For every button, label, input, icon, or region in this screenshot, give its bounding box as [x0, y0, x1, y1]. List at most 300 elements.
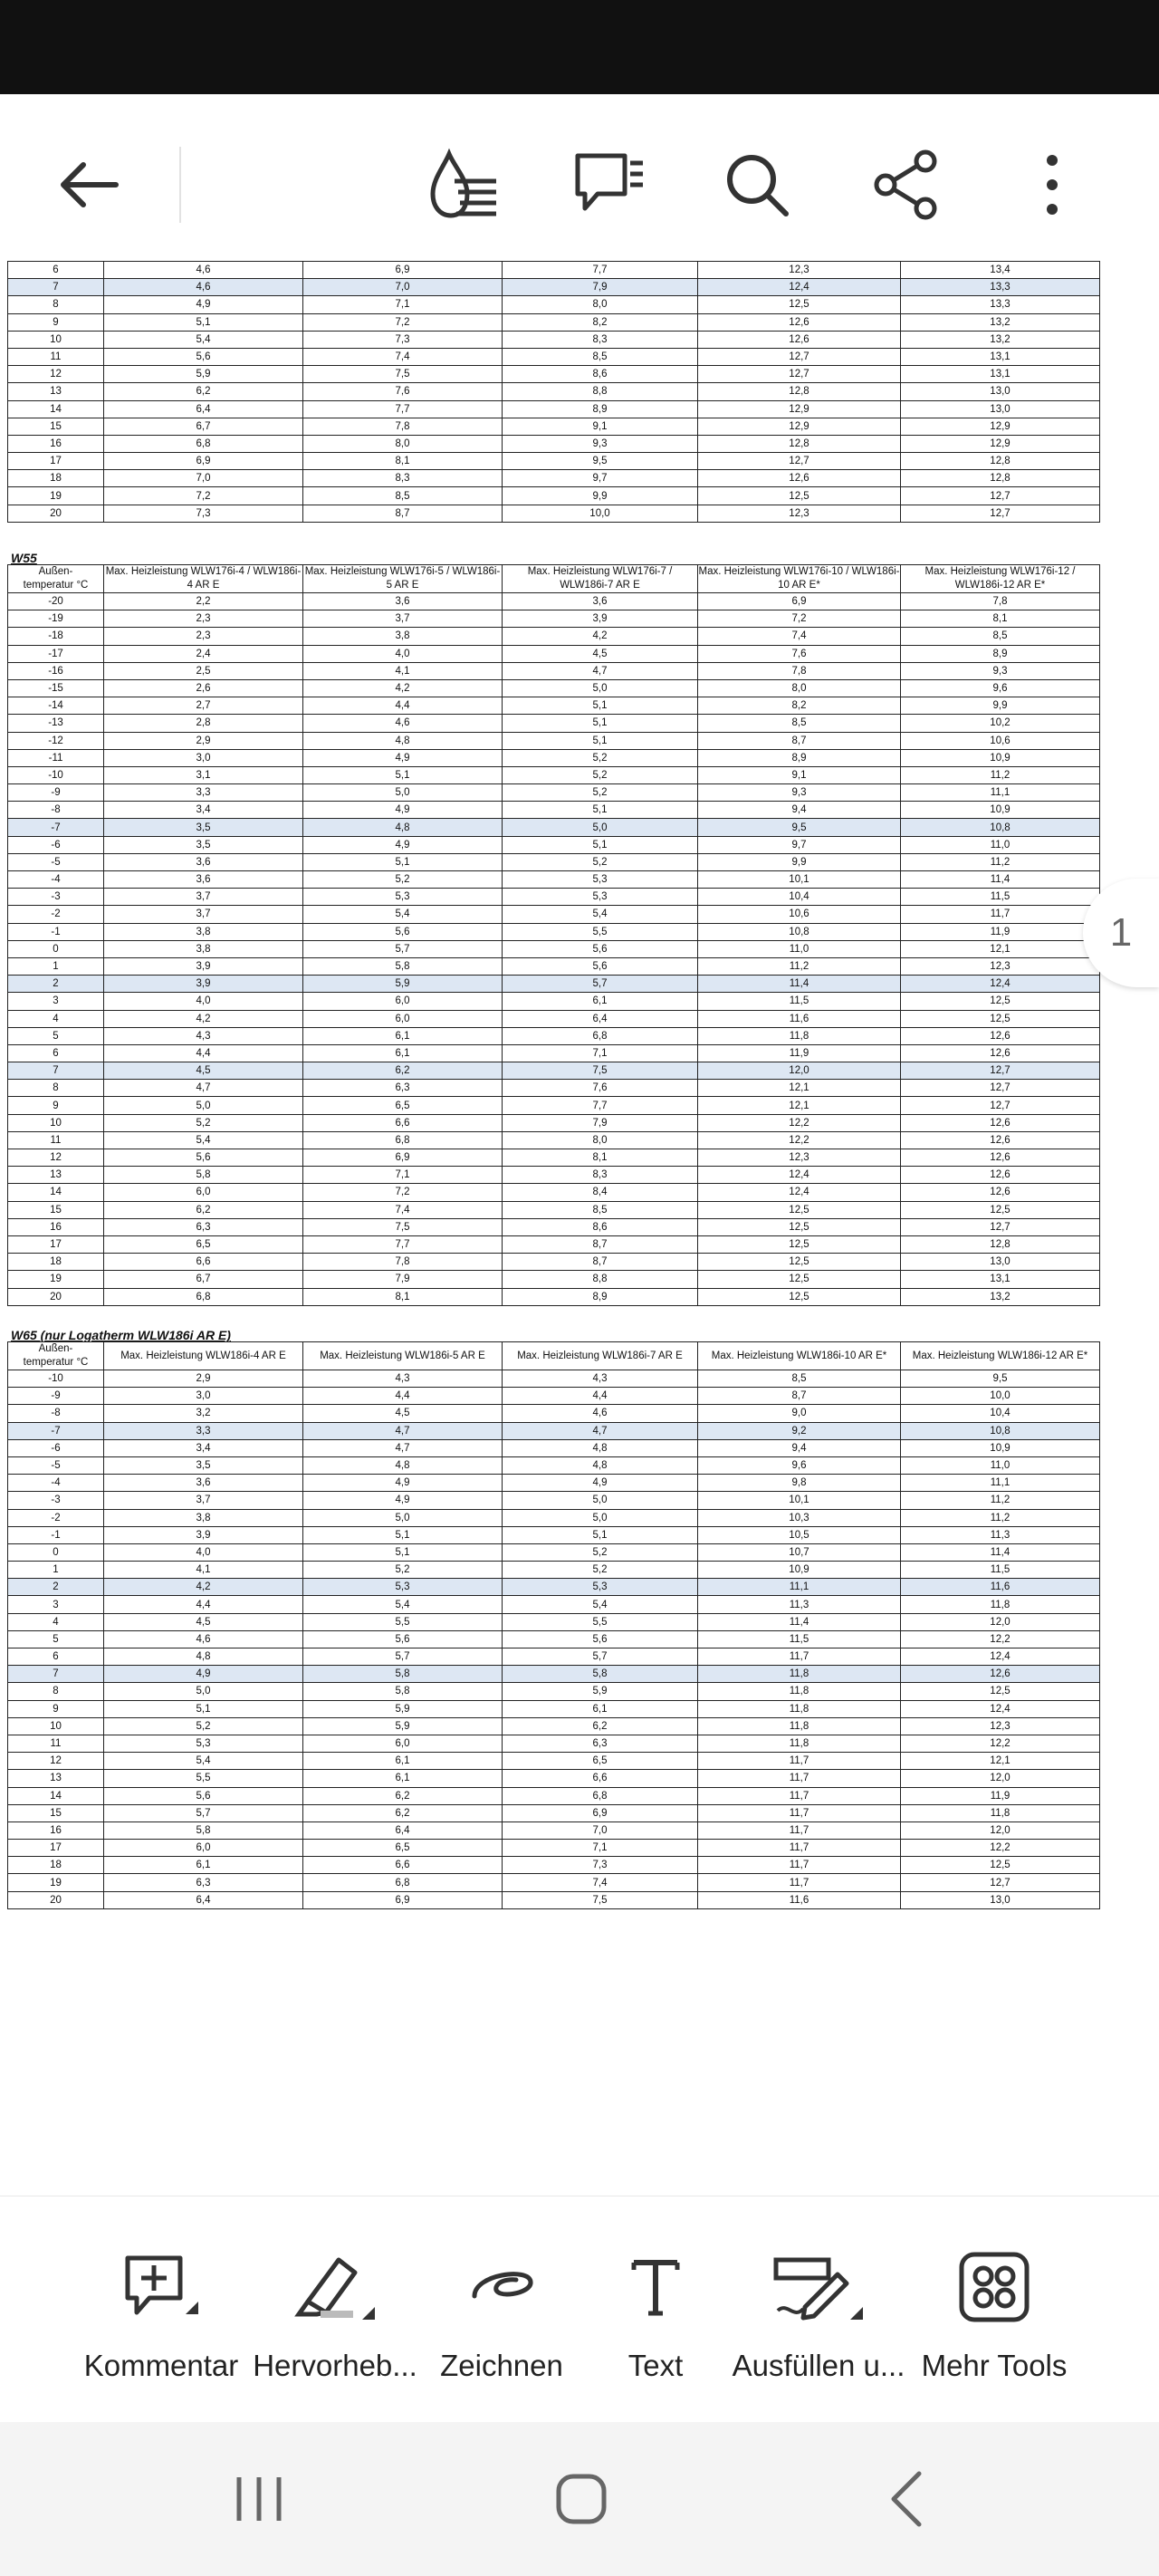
tool-text[interactable] — [565, 2251, 746, 2405]
table-cell: 9,8 — [698, 1475, 901, 1492]
table-cell: 4,8 — [503, 1456, 698, 1474]
table-cell: 11,0 — [698, 940, 901, 957]
table-cell: 12,4 — [901, 1648, 1100, 1666]
table-row — [8, 1235, 1100, 1253]
table-cell: 5,3 — [503, 889, 698, 906]
heating-table-top — [7, 261, 1100, 523]
table-cell: 16 — [8, 435, 104, 452]
table-cell: 6,0 — [303, 1010, 503, 1027]
table-cell: 6,2 — [104, 383, 303, 400]
table-cell: -18 — [8, 628, 104, 645]
status-bar — [0, 0, 1159, 94]
table-cell: 5,3 — [303, 889, 503, 906]
table-cell: 8,3 — [503, 331, 698, 348]
table-cell: 8,7 — [698, 1388, 901, 1405]
table-cell: 9,6 — [698, 1456, 901, 1474]
table-cell: 4,6 — [104, 1630, 303, 1648]
text-icon — [565, 2251, 746, 2323]
table-cell: 4,5 — [303, 1405, 503, 1422]
table-cell: 4,3 — [104, 1027, 303, 1044]
table-cell: 5,0 — [503, 1509, 698, 1526]
table-row — [8, 1114, 1100, 1131]
table-cell: 10,1 — [698, 871, 901, 889]
table-cell: 2,5 — [104, 662, 303, 679]
table-cell: 7,7 — [503, 262, 698, 279]
table-cell: 11,1 — [901, 784, 1100, 802]
table-cell: 17 — [8, 1840, 104, 1857]
table-cell: -3 — [8, 1492, 104, 1509]
table-cell: 10,9 — [698, 1562, 901, 1579]
table-row — [8, 1218, 1100, 1235]
table-cell: 13,2 — [901, 313, 1100, 331]
table-row — [8, 400, 1100, 418]
table-cell: 3,0 — [104, 1388, 303, 1405]
table-cell: 5,2 — [503, 766, 698, 783]
table-cell: 4,6 — [303, 715, 503, 732]
table-cell: 12,3 — [698, 262, 901, 279]
table-cell: 8,1 — [303, 453, 503, 470]
table-row — [8, 1288, 1100, 1305]
back-arrow-icon[interactable] — [43, 139, 134, 230]
table-cell: 15 — [8, 418, 104, 435]
table-row — [8, 348, 1100, 365]
pdf-document-view[interactable] — [0, 264, 1159, 2196]
table-cell: 11,7 — [901, 906, 1100, 923]
table-cell: 4,0 — [303, 645, 503, 662]
table-cell: 12,5 — [698, 1218, 901, 1235]
table-cell: 4,0 — [104, 993, 303, 1010]
table-cell: 5,9 — [104, 366, 303, 383]
table-cell: 11,3 — [901, 1526, 1100, 1543]
table-cell: 10,5 — [698, 1526, 901, 1543]
table-cell: 13,1 — [901, 366, 1100, 383]
table-cell: 6,4 — [503, 1010, 698, 1027]
table-cell: 8,5 — [503, 348, 698, 365]
table-header-row — [8, 1342, 1100, 1370]
table-cell: 3,0 — [104, 749, 303, 766]
table-cell: 5,4 — [104, 1131, 303, 1149]
app-bar — [0, 94, 1159, 273]
table-cell: 2,4 — [104, 645, 303, 662]
table-cell: 16 — [8, 1821, 104, 1839]
table-cell: 5,7 — [503, 1648, 698, 1666]
table-row — [8, 662, 1100, 679]
table-cell: 8,0 — [303, 435, 503, 452]
table-cell: 11,3 — [698, 1596, 901, 1613]
table-cell: 10,9 — [901, 749, 1100, 766]
table-cell: 4,4 — [104, 1596, 303, 1613]
table-cell: 12,5 — [698, 1235, 901, 1253]
table-cell: 11,5 — [901, 889, 1100, 906]
table-cell: 5,9 — [303, 1700, 503, 1717]
table-cell: 5,6 — [104, 1787, 303, 1804]
table-cell: 7,1 — [303, 296, 503, 313]
table-cell: 11,8 — [698, 1666, 901, 1683]
table-cell: 14 — [8, 400, 104, 418]
table-row — [8, 802, 1100, 819]
table-cell: 5,9 — [503, 1683, 698, 1700]
reading-mode-icon[interactable] — [418, 139, 509, 230]
table-cell: 12,4 — [698, 1167, 901, 1184]
table-cell: 9,4 — [698, 802, 901, 819]
table-cell: 6,6 — [303, 1857, 503, 1874]
table-cell: 12,7 — [698, 453, 901, 470]
table-cell: 11,0 — [901, 1456, 1100, 1474]
table-cell: 5,8 — [303, 1683, 503, 1700]
table-cell: 5,2 — [303, 871, 503, 889]
table-cell: 6 — [8, 262, 104, 279]
page-number-indicator[interactable]: 1 — [1083, 879, 1159, 987]
table-row — [8, 1787, 1100, 1804]
table-cell: 5,6 — [503, 1630, 698, 1648]
share-icon[interactable] — [860, 139, 951, 230]
tool-hervorheben[interactable] — [244, 2251, 426, 2405]
table-cell: 12,8 — [901, 1235, 1100, 1253]
table-cell: 9,3 — [503, 435, 698, 452]
table-cell: 7,5 — [503, 1891, 698, 1908]
more-options-icon[interactable] — [1007, 139, 1097, 230]
table-cell: 11,8 — [901, 1804, 1100, 1821]
table-cell: 6,2 — [503, 1717, 698, 1735]
column-header: Max. Heizleistung WLW176i-4 / WLW186i-4 AR E — [104, 565, 303, 593]
table-cell: 7,4 — [303, 348, 503, 365]
comment-list-icon[interactable] — [563, 139, 654, 230]
table-cell: 18 — [8, 1254, 104, 1271]
table-row — [8, 505, 1100, 522]
table-cell: 12,7 — [901, 487, 1100, 505]
table-cell: 5,4 — [104, 331, 303, 348]
column-header: Außen- temperatur °C — [8, 1342, 104, 1370]
table-cell: 10,1 — [698, 1492, 901, 1509]
table-cell: 5,0 — [104, 1097, 303, 1114]
table-cell: 11,7 — [698, 1874, 901, 1891]
table-cell: 12,9 — [901, 435, 1100, 452]
table-row — [8, 1080, 1100, 1097]
table-cell: 8,9 — [901, 645, 1100, 662]
table-cell: 6,6 — [503, 1770, 698, 1787]
table-cell: 2,2 — [104, 593, 303, 610]
table-cell: 9,5 — [698, 819, 901, 836]
table-cell: 13,1 — [901, 348, 1100, 365]
table-cell: 16 — [8, 1218, 104, 1235]
table-cell: 3,9 — [104, 976, 303, 993]
table-cell: 9,7 — [503, 470, 698, 487]
table-cell: 5,3 — [104, 1735, 303, 1752]
tool-label: Zeichnen — [440, 2349, 563, 2382]
table-cell: 5,2 — [303, 1562, 503, 1579]
table-cell: 2,3 — [104, 610, 303, 628]
fill-sign-icon — [728, 2251, 909, 2323]
table-cell: 2,8 — [104, 715, 303, 732]
app-bar-divider — [179, 147, 181, 223]
table-cell: 4,9 — [303, 1492, 503, 1509]
table-cell: 13,2 — [901, 1288, 1100, 1305]
table-cell: 6,9 — [303, 262, 503, 279]
table-cell: 10,8 — [901, 819, 1100, 836]
table-cell: 2,9 — [104, 1370, 303, 1388]
table-cell: 12,7 — [901, 1874, 1100, 1891]
table-row — [8, 1405, 1100, 1422]
table-cell: 12,5 — [698, 1288, 901, 1305]
highlighter-icon — [244, 2251, 426, 2323]
table-cell: 11,2 — [698, 957, 901, 975]
table-cell: 10,8 — [698, 923, 901, 940]
table-cell: 7,2 — [104, 487, 303, 505]
column-header: Max. Heizleistung WLW176i-7 / WLW186i-7 AR E — [503, 565, 698, 593]
table-cell: -4 — [8, 1475, 104, 1492]
table-cell: 2,9 — [104, 732, 303, 749]
table-cell: 12,6 — [901, 1167, 1100, 1184]
table-cell: 4,9 — [303, 749, 503, 766]
table-cell: 12,2 — [901, 1840, 1100, 1857]
table-cell: 6,0 — [104, 1840, 303, 1857]
table-cell: 3,8 — [104, 1509, 303, 1526]
table-cell: 12,5 — [901, 1683, 1100, 1700]
table-cell: 7,5 — [303, 366, 503, 383]
table-cell: 8,8 — [503, 1271, 698, 1288]
table-cell: 7,5 — [303, 1218, 503, 1235]
table-cell: 5,0 — [503, 1492, 698, 1509]
table-cell: -19 — [8, 610, 104, 628]
table-cell: 19 — [8, 1271, 104, 1288]
table-cell: 6,6 — [104, 1254, 303, 1271]
table-cell: 4,6 — [104, 262, 303, 279]
table-cell: 5,8 — [104, 1167, 303, 1184]
table-cell: 0 — [8, 940, 104, 957]
table-row — [8, 453, 1100, 470]
table-cell: 3,8 — [104, 923, 303, 940]
table-cell: 5,9 — [303, 976, 503, 993]
table-cell: 6,1 — [503, 1700, 698, 1717]
table-cell: 7,0 — [303, 279, 503, 296]
table-cell: 5,2 — [503, 1543, 698, 1561]
table-cell: 11,9 — [698, 1044, 901, 1062]
w65-title: W65 (nur Logatherm WLW186i AR E) — [11, 1328, 231, 1342]
heating-table-w55 — [7, 564, 1100, 1306]
table-cell: 8,8 — [503, 383, 698, 400]
table-cell: 12,4 — [698, 279, 901, 296]
table-row — [8, 1509, 1100, 1526]
table-cell: 6,1 — [503, 993, 698, 1010]
tool-kommentar[interactable] — [71, 2251, 252, 2405]
table-cell: 4,1 — [303, 662, 503, 679]
table-cell: 7,1 — [503, 1840, 698, 1857]
table-cell: 12,6 — [901, 1666, 1100, 1683]
table-cell: 9,3 — [698, 784, 901, 802]
table-row — [8, 1167, 1100, 1184]
table-cell: 8,6 — [503, 366, 698, 383]
table-cell: 6,8 — [104, 1288, 303, 1305]
table-cell: 2,3 — [104, 628, 303, 645]
table-row — [8, 715, 1100, 732]
table-cell: 7,9 — [303, 1271, 503, 1288]
table-cell: 6 — [8, 1648, 104, 1666]
table-cell: 15 — [8, 1201, 104, 1218]
table-cell: 12,3 — [901, 1717, 1100, 1735]
table-cell: 11,4 — [698, 976, 901, 993]
w55-title: W55 — [11, 551, 37, 565]
table-cell: 12,1 — [901, 1753, 1100, 1770]
table-cell: 8,5 — [303, 487, 503, 505]
table-cell: 6,9 — [503, 1804, 698, 1821]
table-row — [8, 279, 1100, 296]
table-cell: 12,8 — [698, 383, 901, 400]
back-icon[interactable] — [853, 2458, 962, 2540]
table-row — [8, 1388, 1100, 1405]
table-cell: 11,6 — [901, 1579, 1100, 1596]
table-cell: 12,1 — [698, 1097, 901, 1114]
table-cell: 19 — [8, 1874, 104, 1891]
table-cell: 3 — [8, 1596, 104, 1613]
table-row — [8, 697, 1100, 715]
table-cell: 2,7 — [104, 697, 303, 715]
table-cell: 4,9 — [303, 1475, 503, 1492]
table-cell: 11,4 — [698, 1613, 901, 1630]
table-cell: 12,0 — [901, 1613, 1100, 1630]
table-cell: 5,6 — [104, 348, 303, 365]
table-cell: 7,3 — [303, 331, 503, 348]
table-row — [8, 1613, 1100, 1630]
table-row — [8, 313, 1100, 331]
table-cell: 3,6 — [503, 593, 698, 610]
tool-mehr-tools[interactable] — [904, 2251, 1085, 2405]
search-icon[interactable] — [712, 139, 802, 230]
table-cell: 12,7 — [901, 505, 1100, 522]
table-cell: 9,1 — [503, 418, 698, 435]
table-cell: 5,2 — [503, 784, 698, 802]
table-cell: 9,9 — [901, 697, 1100, 715]
table-row — [8, 1370, 1100, 1388]
table-cell: 12,4 — [901, 1700, 1100, 1717]
table-row — [8, 1857, 1100, 1874]
table-cell: -10 — [8, 1370, 104, 1388]
table-cell: 4,8 — [303, 1456, 503, 1474]
table-row — [8, 1475, 1100, 1492]
table-cell: 3,4 — [104, 1439, 303, 1456]
table-cell: 9 — [8, 1700, 104, 1717]
table-cell: 7 — [8, 279, 104, 296]
table-cell: 11,7 — [698, 1840, 901, 1857]
table-cell: 5,1 — [303, 766, 503, 783]
table-cell: 8,1 — [303, 1288, 503, 1305]
table-cell: 8,9 — [698, 749, 901, 766]
table-cell: 1 — [8, 1562, 104, 1579]
table-cell: 5,6 — [303, 923, 503, 940]
table-cell: 4,8 — [503, 1439, 698, 1456]
table-cell: 12,2 — [901, 1735, 1100, 1752]
table-cell: 4,1 — [104, 1562, 303, 1579]
table-cell: 7,9 — [503, 279, 698, 296]
table-row — [8, 976, 1100, 993]
table-cell: -5 — [8, 853, 104, 870]
table-cell: 10 — [8, 1717, 104, 1735]
table-row — [8, 1700, 1100, 1717]
table-cell: 4,4 — [503, 1388, 698, 1405]
table-cell: 4,9 — [303, 836, 503, 853]
table-cell: 5,7 — [303, 1648, 503, 1666]
home-icon[interactable] — [527, 2458, 636, 2540]
table-cell: 9,5 — [503, 453, 698, 470]
table-cell: 5,2 — [104, 1114, 303, 1131]
table-cell: 12,1 — [698, 1080, 901, 1097]
table-cell: 6,4 — [104, 1891, 303, 1908]
table-cell: 9,6 — [901, 679, 1100, 697]
table-cell: 7,9 — [503, 1114, 698, 1131]
table-cell: 5,0 — [303, 1509, 503, 1526]
table-cell: 6,3 — [104, 1874, 303, 1891]
tool-ausfuellen[interactable] — [728, 2251, 909, 2405]
table-cell: 7,3 — [503, 1857, 698, 1874]
table-cell: 8,7 — [698, 732, 901, 749]
table-cell: 12,2 — [698, 1131, 901, 1149]
table-cell: 6,9 — [303, 1891, 503, 1908]
table-cell: 12,2 — [901, 1630, 1100, 1648]
table-cell: 8,5 — [901, 628, 1100, 645]
table-cell: 6,9 — [303, 1149, 503, 1167]
table-cell: -14 — [8, 697, 104, 715]
table-row — [8, 487, 1100, 505]
table-cell: 7,1 — [503, 1044, 698, 1062]
table-cell: 4 — [8, 1010, 104, 1027]
table-cell: 11,9 — [901, 1787, 1100, 1804]
table-cell: -9 — [8, 1388, 104, 1405]
table-cell: 5,5 — [503, 923, 698, 940]
table-cell: 5,8 — [503, 1666, 698, 1683]
table-cell: 9,4 — [698, 1439, 901, 1456]
table-cell: 14 — [8, 1184, 104, 1201]
table-row — [8, 940, 1100, 957]
table-row — [8, 610, 1100, 628]
table-cell: 3,9 — [104, 957, 303, 975]
table-cell: 6,8 — [104, 435, 303, 452]
table-cell: 3,7 — [104, 906, 303, 923]
table-cell: 6,8 — [503, 1787, 698, 1804]
table-cell: 6,3 — [104, 1218, 303, 1235]
table-row — [8, 1821, 1100, 1839]
table-row — [8, 853, 1100, 870]
table-cell: 11,8 — [698, 1027, 901, 1044]
table-cell: 3,3 — [104, 1422, 303, 1439]
table-row — [8, 732, 1100, 749]
table-cell: 11,2 — [901, 1492, 1100, 1509]
table-cell: 4,7 — [303, 1439, 503, 1456]
table-row — [8, 1456, 1100, 1474]
table-cell: 8,5 — [503, 1201, 698, 1218]
table-cell: 7,7 — [503, 1097, 698, 1114]
table-cell: -5 — [8, 1456, 104, 1474]
table-cell: 12 — [8, 366, 104, 383]
table-cell: 3,8 — [303, 628, 503, 645]
recent-apps-icon[interactable] — [205, 2458, 313, 2540]
table-cell: 12,6 — [901, 1044, 1100, 1062]
table-cell: 12,6 — [901, 1149, 1100, 1167]
table-cell: 5,0 — [104, 1683, 303, 1700]
table-cell: 6,3 — [503, 1735, 698, 1752]
table-cell: 12,5 — [698, 1254, 901, 1271]
table-cell: 12,5 — [698, 296, 901, 313]
table-cell: 11,7 — [698, 1804, 901, 1821]
table-cell: 8,0 — [503, 1131, 698, 1149]
table-row — [8, 1596, 1100, 1613]
table-cell: 12,5 — [901, 993, 1100, 1010]
table-row — [8, 1630, 1100, 1648]
table-cell: -8 — [8, 802, 104, 819]
table-cell: 11,8 — [698, 1717, 901, 1735]
table-cell: 12,3 — [901, 957, 1100, 975]
table-cell: 11 — [8, 348, 104, 365]
more-tools-icon — [904, 2251, 1085, 2323]
table-cell: 5,2 — [503, 749, 698, 766]
